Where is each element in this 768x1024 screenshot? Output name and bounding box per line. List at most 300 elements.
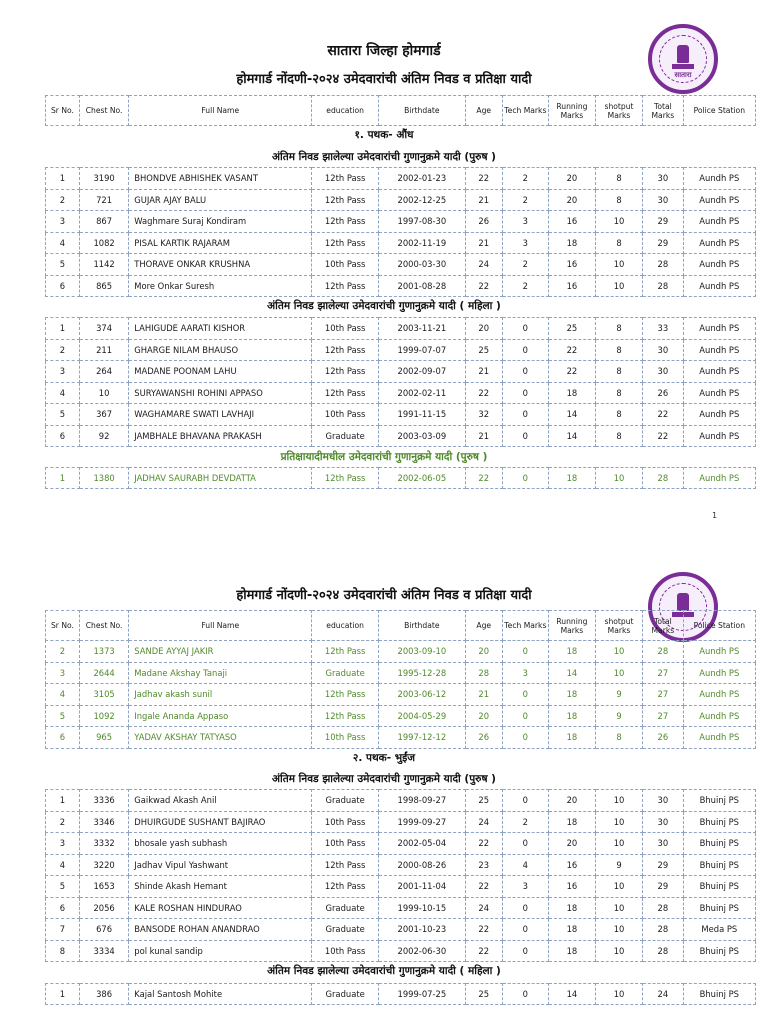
total-marks-cell: 30 [643, 790, 684, 812]
education-cell: 12th Pass [312, 361, 379, 383]
running-marks-cell: 22 [548, 361, 595, 383]
education-cell: 12th Pass [312, 684, 379, 706]
full-name-cell: GUJAR AJAY BALU [129, 189, 312, 211]
police-station-cell: Aundh PS [683, 361, 755, 383]
running-marks-cell: 14 [548, 425, 595, 447]
header-table-page2 [45, 610, 756, 641]
shotput-marks-cell: 10 [595, 790, 642, 812]
birthdate-cell: 2001-08-28 [379, 275, 466, 297]
age-cell: 22 [465, 468, 502, 489]
shotput-marks-cell: 10 [595, 876, 642, 898]
police-station-cell: Aundh PS [683, 168, 755, 190]
full-name-cell: KALE ROSHAN HINDURAO [129, 897, 312, 919]
total-marks-cell: 26 [643, 382, 684, 404]
shotput-marks-cell: 8 [595, 361, 642, 383]
chest-no-cell: 3190 [79, 168, 128, 190]
full-name-cell: bhosale yash subhash [129, 833, 312, 855]
full-name-cell: Kajal Santosh Mohite [129, 984, 312, 1005]
education-cell: 10th Pass [312, 940, 379, 962]
tech-marks-cell: 0 [502, 641, 548, 663]
col-header-chest: Chest No. [79, 611, 128, 641]
birthdate-cell: 2002-12-25 [379, 189, 466, 211]
tech-marks-cell: 0 [502, 382, 548, 404]
table-row [46, 318, 756, 340]
sr-cell: 6 [46, 275, 80, 297]
full-name-cell: LAHIGUDE AARATI KISHOR [129, 318, 312, 340]
shotput-marks-cell: 10 [595, 919, 642, 941]
age-cell: 22 [465, 382, 502, 404]
table-row [46, 833, 756, 855]
age-cell: 22 [465, 168, 502, 190]
age-cell: 21 [465, 425, 502, 447]
birthdate-cell: 2002-06-05 [379, 468, 466, 489]
sr-cell: 7 [46, 919, 80, 941]
header-row [46, 611, 756, 641]
col-header-sr: Sr No. [46, 96, 80, 126]
tech-marks-cell: 0 [502, 984, 548, 1005]
police-station-cell: Aundh PS [683, 468, 755, 489]
education-cell: 10th Pass [312, 254, 379, 276]
education-cell: 10th Pass [312, 318, 379, 340]
table-row [46, 275, 756, 297]
tech-marks-cell: 0 [502, 940, 548, 962]
education-cell: 12th Pass [312, 339, 379, 361]
birthdate-cell: 1997-12-12 [379, 727, 466, 749]
education-cell: 12th Pass [312, 641, 379, 663]
aundh-male-table [45, 167, 756, 297]
shotput-marks-cell: 10 [595, 211, 642, 233]
aundh-female-heading: अंतिम निवड झालेल्या उमेदवारांची गुणानुक्रमे यादी ( महिला ) [267, 300, 501, 312]
running-marks-cell: 20 [548, 189, 595, 211]
chest-no-cell: 676 [79, 919, 128, 941]
birthdate-cell: 2002-01-23 [379, 168, 466, 190]
total-marks-cell: 29 [643, 232, 684, 254]
chest-no-cell: 1082 [79, 232, 128, 254]
table-row [46, 468, 756, 489]
total-marks-cell: 28 [643, 919, 684, 941]
education-cell: Graduate [312, 897, 379, 919]
age-cell: 22 [465, 833, 502, 855]
col-header-tech: Tech Marks [502, 96, 548, 126]
sr-cell: 2 [46, 641, 80, 663]
chest-no-cell: 965 [79, 727, 128, 749]
education-cell: 12th Pass [312, 705, 379, 727]
running-marks-cell: 16 [548, 211, 595, 233]
birthdate-cell: 2001-11-04 [379, 876, 466, 898]
chest-no-cell: 367 [79, 404, 128, 426]
col-header-station: Police Station [683, 611, 755, 641]
aundh-waitlist-heading: प्रतिक्षायादीमधील उमेदवारांची गुणानुक्रमे यादी (पुरुष ) [280, 451, 488, 463]
total-marks-cell: 27 [643, 705, 684, 727]
age-cell: 22 [465, 876, 502, 898]
tech-marks-cell: 3 [502, 662, 548, 684]
sr-cell: 3 [46, 211, 80, 233]
tech-marks-cell: 0 [502, 318, 548, 340]
unit-heading-aundh: १. पथक- औंध [354, 129, 414, 141]
total-marks-cell: 27 [643, 684, 684, 706]
shotput-marks-cell: 8 [595, 727, 642, 749]
aundh-male-heading: अंतिम निवड झालेल्या उमेदवारांची गुणानुक्रमे यादी (पुरुष ) [272, 151, 496, 163]
tech-marks-cell: 0 [502, 425, 548, 447]
table-row [46, 641, 756, 663]
police-station-cell: Aundh PS [683, 318, 755, 340]
sr-cell: 1 [46, 168, 80, 190]
chest-no-cell: 374 [79, 318, 128, 340]
age-cell: 26 [465, 727, 502, 749]
aundh-female-table [45, 317, 756, 447]
shotput-marks-cell: 10 [595, 662, 642, 684]
birthdate-cell: 1999-09-27 [379, 811, 466, 833]
chest-no-cell: 211 [79, 339, 128, 361]
header-table [45, 95, 756, 126]
sr-cell: 6 [46, 897, 80, 919]
age-cell: 24 [465, 897, 502, 919]
age-cell: 25 [465, 790, 502, 812]
col-header-shotput: shotput Marks [595, 611, 642, 641]
police-station-cell: Aundh PS [683, 382, 755, 404]
col-header-total: Total Marks [643, 611, 684, 641]
chest-no-cell: 1380 [79, 468, 128, 489]
sr-cell: 2 [46, 339, 80, 361]
full-name-cell: MADANE POONAM LAHU [129, 361, 312, 383]
police-station-cell: Aundh PS [683, 662, 755, 684]
chest-no-cell: 3105 [79, 684, 128, 706]
police-station-cell: Bhuinj PS [683, 940, 755, 962]
running-marks-cell: 18 [548, 897, 595, 919]
tech-marks-cell: 3 [502, 232, 548, 254]
shotput-marks-cell: 10 [595, 468, 642, 489]
tech-marks-cell: 4 [502, 854, 548, 876]
age-cell: 24 [465, 811, 502, 833]
running-marks-cell: 14 [548, 662, 595, 684]
table-row [46, 854, 756, 876]
shotput-marks-cell: 9 [595, 705, 642, 727]
full-name-cell: Gaikwad Akash Anil [129, 790, 312, 812]
total-marks-cell: 33 [643, 318, 684, 340]
shotput-marks-cell: 10 [595, 641, 642, 663]
birthdate-cell: 2002-02-11 [379, 382, 466, 404]
total-marks-cell: 22 [643, 404, 684, 426]
chest-no-cell: 264 [79, 361, 128, 383]
shotput-marks-cell: 9 [595, 684, 642, 706]
tech-marks-cell: 0 [502, 404, 548, 426]
chest-no-cell: 3334 [79, 940, 128, 962]
chest-no-cell: 867 [79, 211, 128, 233]
education-cell: 10th Pass [312, 404, 379, 426]
birthdate-cell: 1991-11-15 [379, 404, 466, 426]
full-name-cell: Jadhav Vipul Yashwant [129, 854, 312, 876]
full-name-cell: YADAV AKSHAY TATYASO [129, 727, 312, 749]
police-station-cell: Aundh PS [683, 232, 755, 254]
total-marks-cell: 22 [643, 425, 684, 447]
total-marks-cell: 27 [643, 662, 684, 684]
full-name-cell: WAGHAMARE SWATI LAVHAJI [129, 404, 312, 426]
table-row [46, 232, 756, 254]
police-station-cell: Aundh PS [683, 705, 755, 727]
birthdate-cell: 1997-08-30 [379, 211, 466, 233]
birthdate-cell: 2003-03-09 [379, 425, 466, 447]
tech-marks-cell: 0 [502, 790, 548, 812]
running-marks-cell: 18 [548, 382, 595, 404]
shotput-marks-cell: 10 [595, 254, 642, 276]
full-name-cell: Shinde Akash Hemant [129, 876, 312, 898]
table-row [46, 705, 756, 727]
tech-marks-cell: 2 [502, 168, 548, 190]
running-marks-cell: 20 [548, 790, 595, 812]
age-cell: 26 [465, 211, 502, 233]
chest-no-cell: 92 [79, 425, 128, 447]
chest-no-cell: 386 [79, 984, 128, 1005]
shotput-marks-cell: 8 [595, 339, 642, 361]
police-station-cell: Aundh PS [683, 425, 755, 447]
tech-marks-cell: 0 [502, 833, 548, 855]
document-page-2 [0, 556, 768, 1024]
shotput-marks-cell: 9 [595, 854, 642, 876]
chest-no-cell: 3336 [79, 790, 128, 812]
chest-no-cell: 1092 [79, 705, 128, 727]
table-row [46, 211, 756, 233]
police-station-cell: Bhuinj PS [683, 811, 755, 833]
shotput-marks-cell: 8 [595, 382, 642, 404]
birthdate-cell: 1998-09-27 [379, 790, 466, 812]
sr-cell: 2 [46, 189, 80, 211]
full-name-cell: PISAL KARTIK RAJARAM [129, 232, 312, 254]
total-marks-cell: 30 [643, 361, 684, 383]
birthdate-cell: 1999-07-25 [379, 984, 466, 1005]
shotput-marks-cell: 10 [595, 897, 642, 919]
running-marks-cell: 22 [548, 339, 595, 361]
education-cell: 10th Pass [312, 811, 379, 833]
birthdate-cell: 2003-06-12 [379, 684, 466, 706]
col-header-running: Running Marks [548, 611, 595, 641]
chest-no-cell: 10 [79, 382, 128, 404]
sr-cell: 3 [46, 662, 80, 684]
police-station-cell: Aundh PS [683, 339, 755, 361]
education-cell: Graduate [312, 984, 379, 1005]
education-cell: Graduate [312, 919, 379, 941]
age-cell: 24 [465, 254, 502, 276]
total-marks-cell: 28 [643, 275, 684, 297]
birthdate-cell: 2003-11-21 [379, 318, 466, 340]
education-cell: 10th Pass [312, 833, 379, 855]
running-marks-cell: 16 [548, 275, 595, 297]
education-cell: 12th Pass [312, 468, 379, 489]
table-row [46, 339, 756, 361]
aundh-waitlist-table-cont [45, 640, 756, 749]
chest-no-cell: 721 [79, 189, 128, 211]
police-station-cell: Aundh PS [683, 254, 755, 276]
running-marks-cell: 18 [548, 641, 595, 663]
sr-cell: 4 [46, 854, 80, 876]
tech-marks-cell: 0 [502, 684, 548, 706]
bhuinj-male-heading: अंतिम निवड झालेल्या उमेदवारांची गुणानुक्रमे यादी (पुरुष ) [272, 773, 496, 785]
table-row [46, 425, 756, 447]
education-cell: Graduate [312, 662, 379, 684]
sr-cell: 1 [46, 984, 80, 1005]
sr-cell: 4 [46, 232, 80, 254]
table-row [46, 662, 756, 684]
education-cell: 10th Pass [312, 727, 379, 749]
birthdate-cell: 2001-10-23 [379, 919, 466, 941]
table-row [46, 189, 756, 211]
table-row [46, 361, 756, 383]
tech-marks-cell: 0 [502, 705, 548, 727]
col-header-name: Full Name [129, 96, 312, 126]
table-row [46, 790, 756, 812]
col-header-shotput: shotput Marks [595, 96, 642, 126]
chest-no-cell: 1653 [79, 876, 128, 898]
education-cell: 12th Pass [312, 876, 379, 898]
bhuinj-female-table [45, 983, 756, 1005]
total-marks-cell: 28 [643, 897, 684, 919]
homeguard-seal: सातारा [648, 24, 718, 94]
education-cell: 12th Pass [312, 211, 379, 233]
col-header-tech: Tech Marks [502, 611, 548, 641]
full-name-cell: SURYAWANSHI ROHINI APPASO [129, 382, 312, 404]
running-marks-cell: 18 [548, 940, 595, 962]
shotput-marks-cell: 10 [595, 811, 642, 833]
table-row [46, 168, 756, 190]
total-marks-cell: 30 [643, 189, 684, 211]
table-row [46, 382, 756, 404]
sr-cell: 5 [46, 404, 80, 426]
police-station-cell: Bhuinj PS [683, 876, 755, 898]
shotput-marks-cell: 10 [595, 940, 642, 962]
chest-no-cell: 2644 [79, 662, 128, 684]
total-marks-cell: 30 [643, 168, 684, 190]
sr-cell: 5 [46, 254, 80, 276]
table-row [46, 940, 756, 962]
col-header-station: Police Station [683, 96, 755, 126]
page-number: 1 [712, 511, 718, 520]
running-marks-cell: 18 [548, 232, 595, 254]
tech-marks-cell: 2 [502, 811, 548, 833]
police-station-cell: Bhuinj PS [683, 790, 755, 812]
running-marks-cell: 14 [548, 404, 595, 426]
running-marks-cell: 16 [548, 854, 595, 876]
birthdate-cell: 2000-03-30 [379, 254, 466, 276]
shotput-marks-cell: 8 [595, 425, 642, 447]
shotput-marks-cell: 8 [595, 189, 642, 211]
running-marks-cell: 18 [548, 811, 595, 833]
education-cell: 12th Pass [312, 854, 379, 876]
tech-marks-cell: 0 [502, 897, 548, 919]
list-title-page2: होमगार्ड नोंदणी-२०२४ उमेदवारांची अंतिम निवड व प्रतिक्षा यादी [236, 588, 532, 603]
total-marks-cell: 24 [643, 984, 684, 1005]
tech-marks-cell: 0 [502, 919, 548, 941]
police-station-cell: Aundh PS [683, 727, 755, 749]
sr-cell: 3 [46, 833, 80, 855]
table-row [46, 404, 756, 426]
shotput-marks-cell: 10 [595, 833, 642, 855]
running-marks-cell: 18 [548, 705, 595, 727]
police-station-cell: Aundh PS [683, 684, 755, 706]
header-row [46, 96, 756, 126]
col-header-running: Running Marks [548, 96, 595, 126]
table-row [46, 876, 756, 898]
total-marks-cell: 28 [643, 641, 684, 663]
police-station-cell: Aundh PS [683, 404, 755, 426]
birthdate-cell: 2002-06-30 [379, 940, 466, 962]
total-marks-cell: 28 [643, 468, 684, 489]
chest-no-cell: 2056 [79, 897, 128, 919]
age-cell: 21 [465, 684, 502, 706]
full-name-cell: THORAVE ONKAR KRUSHNA [129, 254, 312, 276]
sr-cell: 5 [46, 876, 80, 898]
total-marks-cell: 30 [643, 833, 684, 855]
full-name-cell: Jadhav akash sunil [129, 684, 312, 706]
sr-cell: 4 [46, 684, 80, 706]
police-station-cell: Bhuinj PS [683, 833, 755, 855]
total-marks-cell: 28 [643, 940, 684, 962]
shotput-marks-cell: 8 [595, 318, 642, 340]
birthdate-cell: 2002-11-19 [379, 232, 466, 254]
age-cell: 21 [465, 189, 502, 211]
age-cell: 20 [465, 705, 502, 727]
shotput-marks-cell: 8 [595, 232, 642, 254]
birthdate-cell: 2002-09-07 [379, 361, 466, 383]
full-name-cell: DHUIRGUDE SUSHANT BAJIRAO [129, 811, 312, 833]
chest-no-cell: 1142 [79, 254, 128, 276]
running-marks-cell: 20 [548, 168, 595, 190]
age-cell: 20 [465, 318, 502, 340]
list-title: होमगार्ड नोंदणी-२०२४ उमेदवारांची अंतिम निवड व प्रतिक्षा यादी [236, 72, 532, 87]
birthdate-cell: 2000-08-26 [379, 854, 466, 876]
education-cell: 12th Pass [312, 189, 379, 211]
tech-marks-cell: 2 [502, 189, 548, 211]
full-name-cell: JADHAV SAURABH DEVDATTA [129, 468, 312, 489]
sr-cell: 6 [46, 727, 80, 749]
age-cell: 32 [465, 404, 502, 426]
birthdate-cell: 1999-07-07 [379, 339, 466, 361]
full-name-cell: Madane Akshay Tanaji [129, 662, 312, 684]
full-name-cell: pol kunal sandip [129, 940, 312, 962]
age-cell: 23 [465, 854, 502, 876]
running-marks-cell: 25 [548, 318, 595, 340]
col-header-education: education [312, 96, 379, 126]
table-row [46, 811, 756, 833]
col-header-total: Total Marks [643, 96, 684, 126]
full-name-cell: BANSODE ROHAN ANANDRAO [129, 919, 312, 941]
police-station-cell: Aundh PS [683, 189, 755, 211]
chest-no-cell: 3220 [79, 854, 128, 876]
tech-marks-cell: 0 [502, 339, 548, 361]
col-header-birthdate: Birthdate [379, 611, 466, 641]
full-name-cell: SANDE AYYAJ JAKIR [129, 641, 312, 663]
education-cell: Graduate [312, 425, 379, 447]
education-cell: 12th Pass [312, 275, 379, 297]
age-cell: 22 [465, 940, 502, 962]
police-station-cell: Aundh PS [683, 275, 755, 297]
running-marks-cell: 14 [548, 984, 595, 1005]
sr-cell: 2 [46, 811, 80, 833]
age-cell: 25 [465, 339, 502, 361]
police-station-cell: Bhuinj PS [683, 984, 755, 1005]
table-row [46, 254, 756, 276]
table-row [46, 897, 756, 919]
bhuinj-male-table [45, 789, 756, 962]
chest-no-cell: 3332 [79, 833, 128, 855]
birthdate-cell: 1995-12-28 [379, 662, 466, 684]
age-cell: 21 [465, 361, 502, 383]
sr-cell: 1 [46, 318, 80, 340]
birthdate-cell: 1999-10-15 [379, 897, 466, 919]
col-header-age: Age [465, 96, 502, 126]
chest-no-cell: 1373 [79, 641, 128, 663]
sr-cell: 6 [46, 425, 80, 447]
police-station-cell: Aundh PS [683, 211, 755, 233]
table-row [46, 919, 756, 941]
